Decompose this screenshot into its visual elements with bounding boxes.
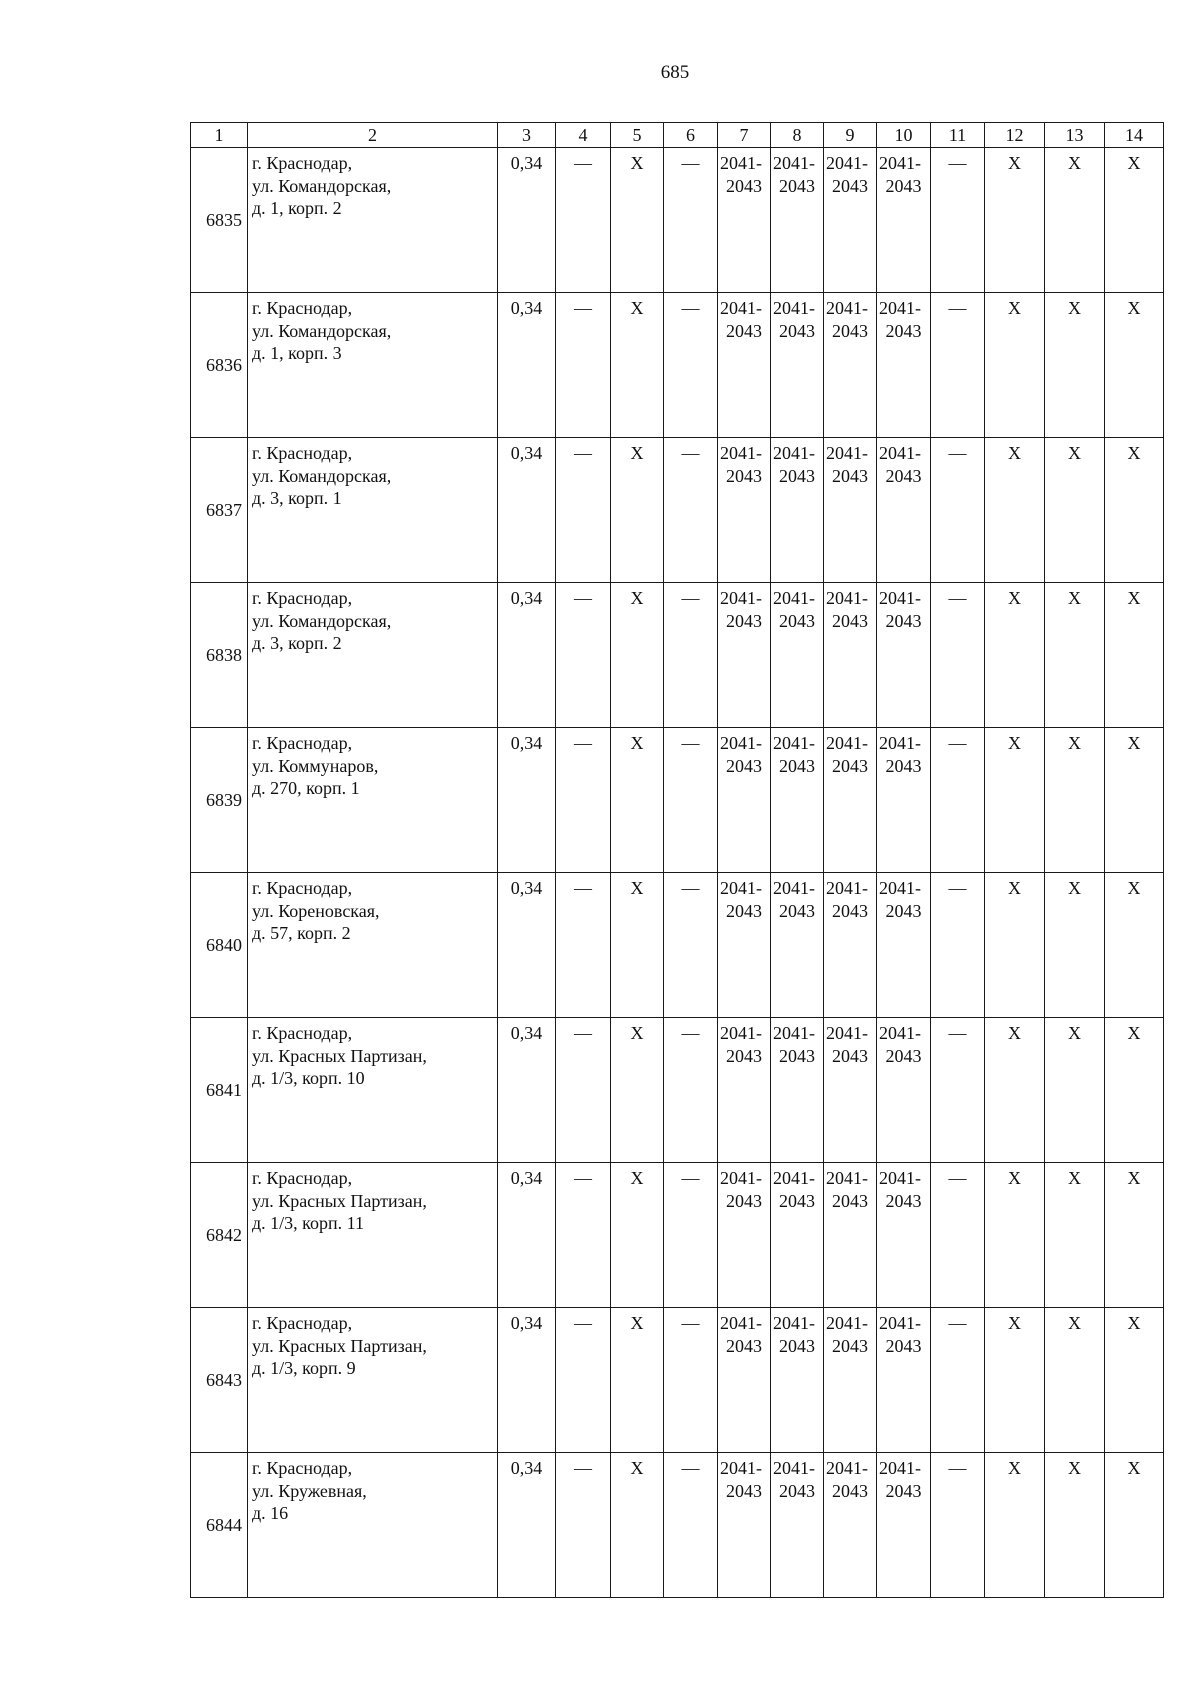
period-end: 2043 xyxy=(726,900,762,921)
column-header: 13 xyxy=(1045,123,1105,148)
period-end: 2043 xyxy=(726,320,762,341)
row-number: 6844 xyxy=(191,1453,248,1598)
period-end: 2043 xyxy=(779,1335,815,1356)
dash-cell: — xyxy=(931,1308,985,1453)
mark-cell: Х xyxy=(1045,728,1105,873)
dash-cell: — xyxy=(931,1018,985,1163)
period-cell xyxy=(771,1453,824,1598)
period-end: 2043 xyxy=(832,320,868,341)
dash-cell: — xyxy=(931,873,985,1018)
address-line: ул. Красных Партизан, xyxy=(252,1190,427,1211)
period-end: 2043 xyxy=(726,175,762,196)
address-cell xyxy=(248,1163,498,1308)
period-start: 2041- xyxy=(720,153,762,173)
mark-cell: Х xyxy=(1045,1308,1105,1453)
address-line: д. 270, корп. 1 xyxy=(252,778,360,798)
period-start: 2041- xyxy=(773,153,815,173)
period-end: 2043 xyxy=(885,900,922,921)
value-cell: 0,34 xyxy=(498,583,556,728)
period-cell xyxy=(824,438,877,583)
address-line: д. 1/3, корп. 11 xyxy=(252,1213,364,1233)
period-start: 2041- xyxy=(879,153,921,173)
period-start: 2041- xyxy=(773,1313,815,1333)
dash-cell: — xyxy=(931,148,985,293)
period-cell xyxy=(771,148,824,293)
period-end: 2043 xyxy=(885,1045,922,1066)
mark-cell: Х xyxy=(985,1308,1045,1453)
row-number: 6838 xyxy=(191,583,248,728)
mark-cell: Х xyxy=(1105,728,1164,873)
period-start: 2041- xyxy=(879,1458,921,1478)
period-start: 2041- xyxy=(773,1168,815,1188)
period-start: 2041- xyxy=(773,298,815,318)
mark-cell: Х xyxy=(985,293,1045,438)
mark-cell: Х xyxy=(1045,873,1105,1018)
period-cell xyxy=(824,1308,877,1453)
period-cell xyxy=(718,1308,771,1453)
value-cell: 0,34 xyxy=(498,1453,556,1598)
column-header: 10 xyxy=(877,123,931,148)
column-header: 9 xyxy=(824,123,877,148)
mark-cell: Х xyxy=(1105,873,1164,1018)
period-cell xyxy=(718,583,771,728)
table-row xyxy=(191,728,1164,873)
mark-cell: Х xyxy=(1105,1308,1164,1453)
period-start: 2041- xyxy=(720,1458,762,1478)
period-start: 2041- xyxy=(879,588,921,608)
address-line: ул. Командорская, xyxy=(252,320,392,341)
period-cell xyxy=(771,1018,824,1163)
period-cell xyxy=(771,293,824,438)
period-start: 2041- xyxy=(720,1023,762,1043)
column-header: 2 xyxy=(248,123,498,148)
page-number: 685 xyxy=(660,62,690,83)
column-header: 12 xyxy=(985,123,1045,148)
dash-cell: — xyxy=(664,1308,718,1453)
period-start: 2041- xyxy=(879,443,921,463)
address-line: ул. Кружевная, xyxy=(252,1480,367,1501)
period-start: 2041- xyxy=(720,733,762,753)
period-start: 2041- xyxy=(773,588,815,608)
period-start: 2041- xyxy=(879,733,921,753)
value-cell: 0,34 xyxy=(498,438,556,583)
column-header: 3 xyxy=(498,123,556,148)
period-end: 2043 xyxy=(726,1480,762,1501)
address-line: г. Краснодар, xyxy=(252,1313,353,1333)
period-cell xyxy=(718,1018,771,1163)
period-end: 2043 xyxy=(885,1480,922,1501)
mark-cell: Х xyxy=(1045,293,1105,438)
row-number: 6839 xyxy=(191,728,248,873)
mark-cell: Х xyxy=(985,438,1045,583)
table-body xyxy=(191,148,1164,1598)
period-cell xyxy=(824,293,877,438)
period-cell xyxy=(718,148,771,293)
period-end: 2043 xyxy=(885,755,922,776)
column-header: 4 xyxy=(556,123,611,148)
dash-cell: — xyxy=(931,1453,985,1598)
address-cell xyxy=(248,583,498,728)
address-cell xyxy=(248,873,498,1018)
mark-cell: Х xyxy=(611,293,664,438)
address-line: д. 1/3, корп. 10 xyxy=(252,1068,365,1088)
mark-cell: Х xyxy=(985,873,1045,1018)
mark-cell: Х xyxy=(1105,293,1164,438)
period-start: 2041- xyxy=(826,1168,868,1188)
mark-cell: Х xyxy=(611,1163,664,1308)
dash-cell: — xyxy=(664,728,718,873)
column-header: 5 xyxy=(611,123,664,148)
period-cell xyxy=(877,583,931,728)
mark-cell: Х xyxy=(611,873,664,1018)
period-cell xyxy=(877,1163,931,1308)
period-cell xyxy=(877,438,931,583)
mark-cell: Х xyxy=(1045,1018,1105,1163)
mark-cell: Х xyxy=(1045,148,1105,293)
dash-cell: — xyxy=(931,1163,985,1308)
mark-cell: Х xyxy=(1105,1453,1164,1598)
address-cell xyxy=(248,293,498,438)
address-line: ул. Кореновская, xyxy=(252,900,380,921)
mark-cell: Х xyxy=(1045,438,1105,583)
address-line: г. Краснодар, xyxy=(252,153,353,173)
table-row xyxy=(191,1453,1164,1598)
address-line: д. 16 xyxy=(252,1503,289,1523)
period-start: 2041- xyxy=(879,298,921,318)
mark-cell: Х xyxy=(1045,583,1105,728)
mark-cell: Х xyxy=(1105,583,1164,728)
period-cell xyxy=(771,873,824,1018)
dash-cell: — xyxy=(664,1018,718,1163)
period-cell xyxy=(718,293,771,438)
mark-cell: Х xyxy=(985,728,1045,873)
period-start: 2041- xyxy=(720,878,762,898)
column-header: 14 xyxy=(1105,123,1164,148)
table-row xyxy=(191,438,1164,583)
dash-cell: — xyxy=(931,293,985,438)
address-line: г. Краснодар, xyxy=(252,1023,353,1043)
period-start: 2041- xyxy=(826,1023,868,1043)
period-start: 2041- xyxy=(879,1313,921,1333)
period-end: 2043 xyxy=(832,1190,868,1211)
register-table xyxy=(190,122,1164,1598)
row-number: 6836 xyxy=(191,293,248,438)
column-header: 1 xyxy=(191,123,248,148)
mark-cell: Х xyxy=(985,1453,1045,1598)
period-start: 2041- xyxy=(826,588,868,608)
dash-cell: — xyxy=(556,1163,611,1308)
period-start: 2041- xyxy=(773,1023,815,1043)
address-line: г. Краснодар, xyxy=(252,733,353,753)
mark-cell: Х xyxy=(1045,1163,1105,1308)
period-start: 2041- xyxy=(879,878,921,898)
period-end: 2043 xyxy=(779,755,815,776)
dash-cell: — xyxy=(556,728,611,873)
period-end: 2043 xyxy=(832,900,868,921)
period-start: 2041- xyxy=(773,443,815,463)
period-start: 2041- xyxy=(826,1458,868,1478)
dash-cell: — xyxy=(664,583,718,728)
mark-cell: Х xyxy=(1105,148,1164,293)
period-end: 2043 xyxy=(832,175,868,196)
period-start: 2041- xyxy=(826,733,868,753)
period-start: 2041- xyxy=(826,298,868,318)
period-cell xyxy=(718,1163,771,1308)
table-row xyxy=(191,1018,1164,1163)
dash-cell: — xyxy=(664,1163,718,1308)
value-cell: 0,34 xyxy=(498,1018,556,1163)
dash-cell: — xyxy=(664,293,718,438)
table-row xyxy=(191,148,1164,293)
period-end: 2043 xyxy=(726,1335,762,1356)
value-cell: 0,34 xyxy=(498,1308,556,1453)
address-line: г. Краснодар, xyxy=(252,298,353,318)
address-line: г. Краснодар, xyxy=(252,443,353,463)
period-start: 2041- xyxy=(720,1313,762,1333)
address-line: г. Краснодар, xyxy=(252,878,353,898)
dash-cell: — xyxy=(664,873,718,1018)
period-cell xyxy=(824,1018,877,1163)
row-number: 6835 xyxy=(191,148,248,293)
period-end: 2043 xyxy=(779,1045,815,1066)
period-cell xyxy=(877,873,931,1018)
period-cell xyxy=(824,1453,877,1598)
period-end: 2043 xyxy=(885,610,922,631)
period-cell xyxy=(824,873,877,1018)
row-number: 6843 xyxy=(191,1308,248,1453)
period-start: 2041- xyxy=(720,588,762,608)
header-row xyxy=(191,123,1164,148)
address-cell xyxy=(248,728,498,873)
period-cell xyxy=(771,1308,824,1453)
period-cell xyxy=(877,148,931,293)
period-end: 2043 xyxy=(726,465,762,486)
dash-cell: — xyxy=(664,438,718,583)
period-end: 2043 xyxy=(832,1480,868,1501)
dash-cell: — xyxy=(556,438,611,583)
period-end: 2043 xyxy=(885,175,922,196)
period-start: 2041- xyxy=(720,1168,762,1188)
period-cell xyxy=(771,583,824,728)
period-start: 2041- xyxy=(720,443,762,463)
address-line: д. 3, корп. 2 xyxy=(252,633,342,653)
dash-cell: — xyxy=(931,728,985,873)
dash-cell: — xyxy=(556,1018,611,1163)
period-end: 2043 xyxy=(832,1045,868,1066)
address-line: ул. Командорская, xyxy=(252,610,392,631)
period-end: 2043 xyxy=(726,1190,762,1211)
mark-cell: Х xyxy=(985,1018,1045,1163)
dash-cell: — xyxy=(931,583,985,728)
address-line: д. 57, корп. 2 xyxy=(252,923,351,943)
table-row xyxy=(191,1163,1164,1308)
period-start: 2041- xyxy=(826,1313,868,1333)
mark-cell: Х xyxy=(985,148,1045,293)
mark-cell: Х xyxy=(611,1018,664,1163)
period-end: 2043 xyxy=(885,465,922,486)
mark-cell: Х xyxy=(1105,438,1164,583)
address-line: ул. Коммунаров, xyxy=(252,755,379,776)
column-header: 7 xyxy=(718,123,771,148)
period-cell xyxy=(824,1163,877,1308)
dash-cell: — xyxy=(556,1308,611,1453)
period-cell xyxy=(877,728,931,873)
address-line: ул. Командорская, xyxy=(252,175,392,196)
dash-cell: — xyxy=(556,148,611,293)
address-line: д. 3, корп. 1 xyxy=(252,488,342,508)
address-line: г. Краснодар, xyxy=(252,1458,353,1478)
mark-cell: Х xyxy=(611,728,664,873)
address-line: ул. Красных Партизан, xyxy=(252,1335,427,1356)
address-line: ул. Красных Партизан, xyxy=(252,1045,427,1066)
period-start: 2041- xyxy=(879,1023,921,1043)
mark-cell: Х xyxy=(611,1453,664,1598)
period-end: 2043 xyxy=(779,900,815,921)
mark-cell: Х xyxy=(1105,1018,1164,1163)
row-number: 6842 xyxy=(191,1163,248,1308)
period-end: 2043 xyxy=(726,755,762,776)
period-end: 2043 xyxy=(779,610,815,631)
column-header: 11 xyxy=(931,123,985,148)
column-header: 8 xyxy=(771,123,824,148)
mark-cell: Х xyxy=(985,1163,1045,1308)
period-start: 2041- xyxy=(720,298,762,318)
address-cell xyxy=(248,148,498,293)
period-cell xyxy=(824,728,877,873)
dash-cell: — xyxy=(556,873,611,1018)
period-start: 2041- xyxy=(773,1458,815,1478)
table-row xyxy=(191,583,1164,728)
period-cell xyxy=(824,148,877,293)
period-cell xyxy=(877,1018,931,1163)
period-end: 2043 xyxy=(885,1335,922,1356)
dash-cell: — xyxy=(556,583,611,728)
table-row xyxy=(191,293,1164,438)
value-cell: 0,34 xyxy=(498,728,556,873)
period-cell xyxy=(718,873,771,1018)
row-number: 6840 xyxy=(191,873,248,1018)
table-row xyxy=(191,873,1164,1018)
row-number: 6837 xyxy=(191,438,248,583)
period-end: 2043 xyxy=(832,755,868,776)
dash-cell: — xyxy=(664,1453,718,1598)
address-cell xyxy=(248,438,498,583)
address-line: г. Краснодар, xyxy=(252,588,353,608)
column-header: 6 xyxy=(664,123,718,148)
period-cell xyxy=(877,1453,931,1598)
period-cell xyxy=(824,583,877,728)
address-cell xyxy=(248,1453,498,1598)
period-end: 2043 xyxy=(726,610,762,631)
period-cell xyxy=(771,1163,824,1308)
mark-cell: Х xyxy=(985,583,1045,728)
period-start: 2041- xyxy=(773,878,815,898)
period-end: 2043 xyxy=(779,320,815,341)
period-cell xyxy=(771,728,824,873)
period-cell xyxy=(771,438,824,583)
value-cell: 0,34 xyxy=(498,873,556,1018)
dash-cell: — xyxy=(931,438,985,583)
period-end: 2043 xyxy=(779,175,815,196)
value-cell: 0,34 xyxy=(498,1163,556,1308)
period-end: 2043 xyxy=(885,320,922,341)
value-cell: 0,34 xyxy=(498,148,556,293)
period-cell xyxy=(718,728,771,873)
address-line: г. Краснодар, xyxy=(252,1168,353,1188)
period-cell xyxy=(718,1453,771,1598)
period-end: 2043 xyxy=(779,1480,815,1501)
address-line: ул. Командорская, xyxy=(252,465,392,486)
row-number: 6841 xyxy=(191,1018,248,1163)
mark-cell: Х xyxy=(611,438,664,583)
period-cell xyxy=(877,293,931,438)
period-end: 2043 xyxy=(832,465,868,486)
period-start: 2041- xyxy=(826,153,868,173)
period-cell xyxy=(718,438,771,583)
dash-cell: — xyxy=(664,148,718,293)
mark-cell: Х xyxy=(1045,1453,1105,1598)
period-end: 2043 xyxy=(832,610,868,631)
period-start: 2041- xyxy=(826,878,868,898)
address-line: д. 1, корп. 2 xyxy=(252,198,342,218)
period-end: 2043 xyxy=(832,1335,868,1356)
mark-cell: Х xyxy=(611,148,664,293)
address-cell xyxy=(248,1018,498,1163)
address-cell xyxy=(248,1308,498,1453)
period-end: 2043 xyxy=(779,1190,815,1211)
period-cell xyxy=(877,1308,931,1453)
mark-cell: Х xyxy=(611,583,664,728)
period-start: 2041- xyxy=(879,1168,921,1188)
mark-cell: Х xyxy=(1105,1163,1164,1308)
mark-cell: Х xyxy=(611,1308,664,1453)
period-start: 2041- xyxy=(773,733,815,753)
value-cell: 0,34 xyxy=(498,293,556,438)
dash-cell: — xyxy=(556,1453,611,1598)
table-row xyxy=(191,1308,1164,1453)
address-line: д. 1, корп. 3 xyxy=(252,343,342,363)
period-end: 2043 xyxy=(779,465,815,486)
dash-cell: — xyxy=(556,293,611,438)
address-line: д. 1/3, корп. 9 xyxy=(252,1358,356,1378)
period-end: 2043 xyxy=(885,1190,922,1211)
period-start: 2041- xyxy=(826,443,868,463)
period-end: 2043 xyxy=(726,1045,762,1066)
